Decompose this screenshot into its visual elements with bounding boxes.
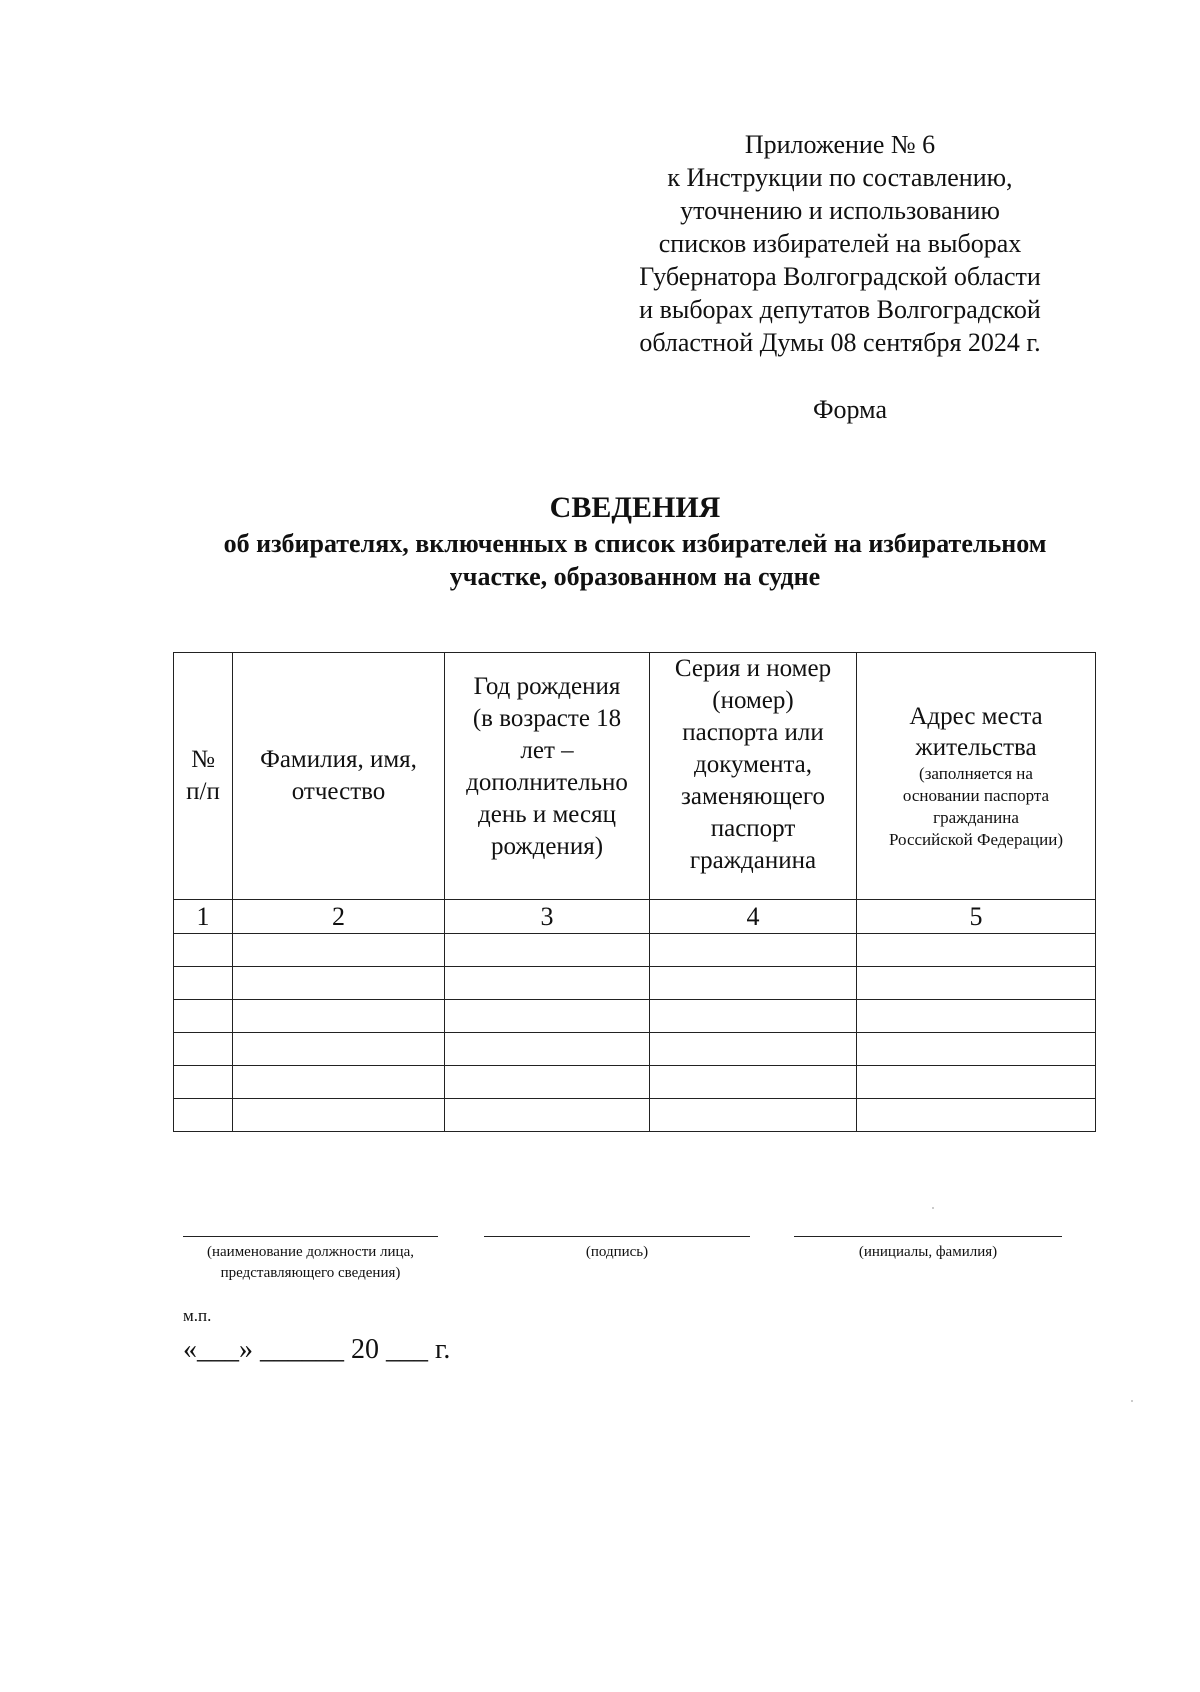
table-cell: [174, 1033, 233, 1066]
table-row: [174, 1066, 1096, 1099]
signature-line: [484, 1236, 750, 1237]
column-number: 2: [233, 900, 445, 934]
table-row: [174, 967, 1096, 1000]
table-cell: [233, 1033, 445, 1066]
date-line: «___» ______ 20 ___ г.: [183, 1334, 451, 1365]
header-address: Адрес места жительства (заполняется на основании паспорта гражданина Российской Федерации): [857, 653, 1096, 900]
table-row: [174, 1000, 1096, 1033]
table-cell: [857, 1033, 1096, 1066]
table-cell: [445, 1000, 650, 1033]
column-number: 1: [174, 900, 233, 934]
name-caption: (инициалы, фамилия): [858, 1244, 998, 1260]
table-cell: [233, 1000, 445, 1033]
table-cell: [857, 1000, 1096, 1033]
table-cell: [233, 934, 445, 967]
header-passport: Серия и номер (номер) паспорта или документа, заменяющего паспорт гражданина: [650, 653, 857, 900]
table-cell: [650, 967, 857, 1000]
appendix-line: к Инструкции по составлению,: [667, 163, 1013, 192]
table-cell: [233, 1066, 445, 1099]
appendix-line: и выборах депутатов Волгоградской: [639, 295, 1041, 324]
table-row: [174, 934, 1096, 967]
table-cell: [650, 1000, 857, 1033]
position-caption: (наименование должности лица, представляющего сведения): [206, 1244, 414, 1281]
table-cell: [174, 1066, 233, 1099]
table-cell: [445, 1033, 650, 1066]
table-cell: [650, 1099, 857, 1132]
document-title: [160, 489, 1110, 593]
appendix-line: областной Думы 08 сентября 2024 г.: [639, 328, 1041, 357]
table-cell: [857, 1066, 1096, 1099]
table-cell: [650, 1033, 857, 1066]
table-cell: [174, 967, 233, 1000]
column-number: 5: [857, 900, 1096, 934]
table-cell: [233, 1099, 445, 1132]
header-number: № п/п: [174, 653, 233, 900]
table-cell: [174, 1000, 233, 1033]
position-signature-line: [183, 1236, 438, 1237]
scan-speck: [932, 1207, 934, 1209]
table-cell: [445, 934, 650, 967]
table-cell: [233, 967, 445, 1000]
table-cell: [857, 934, 1096, 967]
appendix-header: [590, 128, 1090, 359]
title-subtitle-line: об избирателях, включенных в список избирателей на избирательном: [223, 529, 1047, 558]
column-number: 3: [445, 900, 650, 934]
table-cell: [857, 967, 1096, 1000]
table-cell: [174, 1099, 233, 1132]
title-main: СВЕДЕНИЯ: [549, 491, 721, 524]
name-signature-line: [794, 1236, 1062, 1237]
table-row: [174, 1033, 1096, 1066]
table-cell: [857, 1099, 1096, 1132]
table-cell: [445, 1099, 650, 1132]
table-column-numbers-row: [174, 900, 1096, 934]
voters-table: [173, 652, 1096, 1132]
scan-speck: [1131, 1400, 1133, 1402]
column-number: 4: [650, 900, 857, 934]
table-cell: [174, 934, 233, 967]
table-header-row: [174, 653, 1096, 900]
header-birth-year: Год рождения (в возрасте 18 лет – дополнительно день и месяц рождения): [445, 653, 650, 900]
table-row: [174, 1099, 1096, 1132]
table-cell: [650, 1066, 857, 1099]
appendix-line: Губернатора Волгоградской области: [639, 262, 1041, 291]
form-label: Форма: [813, 395, 887, 424]
signature-caption: (подпись): [585, 1244, 649, 1260]
table-cell: [445, 967, 650, 1000]
title-subtitle-line: участке, образованном на судне: [449, 562, 821, 591]
table-cell: [445, 1066, 650, 1099]
stamp-label: м.п.: [183, 1306, 212, 1325]
header-full-name: Фамилия, имя, отчество: [233, 653, 445, 900]
appendix-line: Приложение № 6: [744, 130, 936, 159]
table-cell: [650, 934, 857, 967]
appendix-line: списков избирателей на выборах: [658, 229, 1022, 258]
appendix-line: уточнению и использованию: [680, 196, 1000, 225]
